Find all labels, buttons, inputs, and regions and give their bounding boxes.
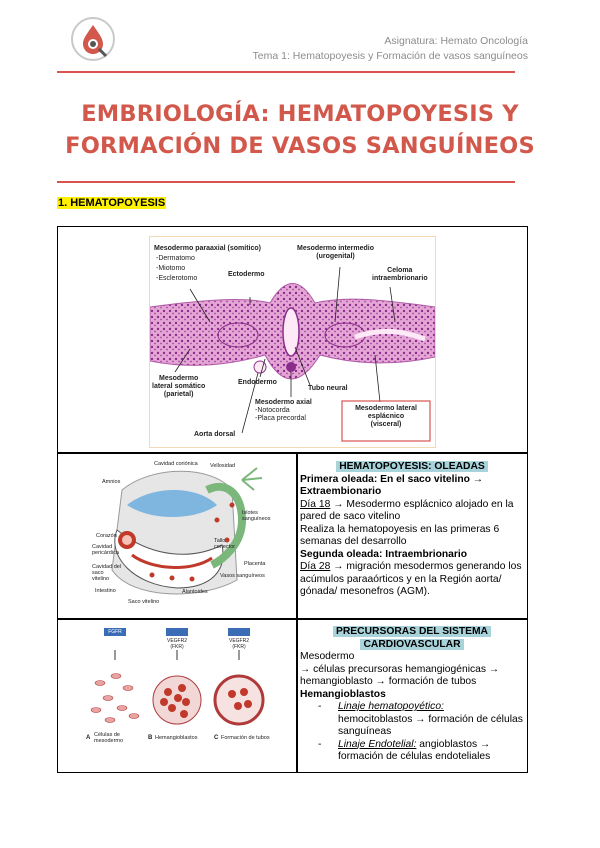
title-line-1: EMBRIOLOGÍA: HEMATOPOYESIS Y xyxy=(81,101,519,127)
day28-paragraph xyxy=(300,561,524,599)
list-item-hematopoyetico xyxy=(300,701,524,739)
page-title xyxy=(57,98,543,162)
label-intermedio xyxy=(297,245,374,261)
histology-figure xyxy=(149,236,436,448)
label-cavidad: Cavidad coriónica xyxy=(154,461,198,467)
label-placa: -Placa precordal xyxy=(255,415,306,422)
mesodermo-line: Mesodermo xyxy=(300,651,355,662)
label-paraxial: Mesodermo paraaxial (somítico) xyxy=(154,245,261,252)
receptor-fgfr: FGFR xyxy=(108,629,122,635)
label-vellosidad: Vellosidad xyxy=(210,463,236,469)
day28-label: Día 28 xyxy=(300,561,331,572)
header-divider xyxy=(57,71,515,73)
caption-b-letter: B xyxy=(148,735,153,741)
column-divider xyxy=(296,452,298,773)
label-celoma xyxy=(372,267,428,283)
label-tallo: Tallo conector xyxy=(214,538,236,550)
label-somatico-1: Mesodermo xyxy=(159,375,199,382)
label-esplacnico-1: Mesodermo lateral xyxy=(355,405,417,412)
label-ectodermo: Ectodermo xyxy=(228,271,265,278)
label-placenta: Placenta xyxy=(244,561,266,567)
linaje-hematopoyetico-text: hemocitoblastos → formación de células sanguíneas xyxy=(338,713,523,737)
caption-a: Células de mesodermo xyxy=(94,732,124,744)
section-heading xyxy=(57,197,166,209)
first-wave-subtitle: Extraembionario xyxy=(300,486,382,497)
precursoras-heading xyxy=(300,626,524,651)
label-amnios: Amnios xyxy=(102,479,121,485)
precursor-chain: → células precursoras hemangiogénicas → hemangioblasto → formación de tubos xyxy=(300,663,500,687)
section-heading-text: 1. HEMATOPOYESIS xyxy=(58,197,166,209)
linaje-endotelial-title: Linaje Endotelial: xyxy=(338,738,417,750)
row-divider-2 xyxy=(57,618,528,620)
caption-a-letter: A xyxy=(86,735,91,741)
linaje-endotelial-text: angioblastos → formación de células endoteliales xyxy=(338,738,491,762)
label-intestino: Intestino xyxy=(95,588,116,594)
label-axial xyxy=(255,399,312,423)
label-esplacnico-2: esplácnico xyxy=(367,413,405,420)
list-dash: - xyxy=(318,701,322,712)
receptor-vegfr-2: VEGFR2 (FKR) xyxy=(228,638,249,650)
first-wave-title: Primera oleada: En el saco vitelino → xyxy=(300,473,484,485)
day18-paragraph xyxy=(300,499,524,524)
label-somatico-3: (parietal) xyxy=(163,391,194,398)
label-cavidad-pericardica: Cavidad pericárdica xyxy=(92,544,119,556)
label-esplacnico-3: (visceral) xyxy=(370,421,402,428)
label-corazon: Corazón xyxy=(96,533,117,539)
caption-c: Formación de tubos xyxy=(221,735,270,741)
precursoras-heading-1: PRECURSORAS DEL SISTEMA xyxy=(333,626,491,637)
precursoras-block xyxy=(300,626,524,764)
label-alantoides: Alantoides xyxy=(182,589,208,595)
label-esplacnico xyxy=(344,405,428,429)
subject-label: Asignatura: Hemato Oncología xyxy=(384,35,528,47)
label-endodermo: Endodermo xyxy=(238,379,277,386)
day18-label: Día 18 xyxy=(300,498,331,510)
list-dash: - xyxy=(318,738,322,750)
embryo-figure xyxy=(92,460,271,610)
title-divider xyxy=(57,181,515,183)
caption-c-letter: C xyxy=(214,735,219,741)
topic-label: Tema 1: Hematopoyesis y Formación de vasos sanguíneos xyxy=(252,50,528,62)
logo xyxy=(70,16,116,62)
hemangioblast-figure xyxy=(86,628,274,756)
label-miotomo: -Miotomo xyxy=(156,265,186,272)
day28-text: → migración mesodermos generando los acúmulos paraaórticos y en la Región aorta/ gónada/ mesonefros (AGM). xyxy=(300,561,522,597)
hemangioblastos-title: Hemangioblastos xyxy=(300,688,386,700)
label-saco: Cavidad del saco vitelino xyxy=(92,564,122,582)
label-intermedio-1: Mesodermo intermedio xyxy=(297,245,375,252)
label-saco-vitelino: Saco vitelino xyxy=(128,599,160,605)
linaje-hematopoyetico-title: Linaje hematopoyético: xyxy=(338,701,444,712)
label-axial-1: Mesodermo axial xyxy=(255,399,312,406)
label-celoma-1: Celoma xyxy=(387,267,413,274)
document-header xyxy=(253,34,528,64)
label-celoma-2: intraembrionario xyxy=(372,275,428,282)
second-wave-title: Segunda oleada: Intraembrionario xyxy=(300,548,468,560)
label-intermedio-2: (urogenital) xyxy=(316,253,355,260)
label-vasos: Vasos sanguíneos xyxy=(220,573,265,579)
label-tubo-neural: Tubo neural xyxy=(308,385,348,392)
label-dermatomo: -Dermatomo xyxy=(156,255,195,262)
oleadas-block xyxy=(300,461,524,599)
day18-text: → Mesodermo esplácnico alojado en la pared de saco vitelino xyxy=(300,498,514,522)
label-somatico-2: lateral somático xyxy=(152,383,206,390)
label-somatico xyxy=(152,375,205,399)
title-line-2: FORMACIÓN DE VASOS SANGUÍNEOS xyxy=(65,133,535,159)
caption-b: Hemangioblastos xyxy=(155,735,198,741)
label-aorta: Aorta dorsal xyxy=(194,431,236,438)
row-divider-1 xyxy=(57,452,528,454)
receptor-vegfr-1: VEGFR2 (FKR) xyxy=(166,638,187,650)
oleadas-heading xyxy=(300,461,524,474)
precursoras-heading-2: CARDIOVASCULAR xyxy=(360,639,463,650)
label-esclerotomo: -Esclerotomo xyxy=(156,275,198,282)
list-item-endotelial xyxy=(300,739,524,764)
label-notocorda: -Notocorda xyxy=(255,407,290,414)
oleadas-heading-text: HEMATOPOYESIS: OLEADAS xyxy=(336,461,488,472)
first-wave-text: Realiza la hematopoyesis en las primeras 6 semanas del desarrollo xyxy=(300,523,500,547)
label-islotes: Islotes sanguíneos xyxy=(242,510,271,522)
